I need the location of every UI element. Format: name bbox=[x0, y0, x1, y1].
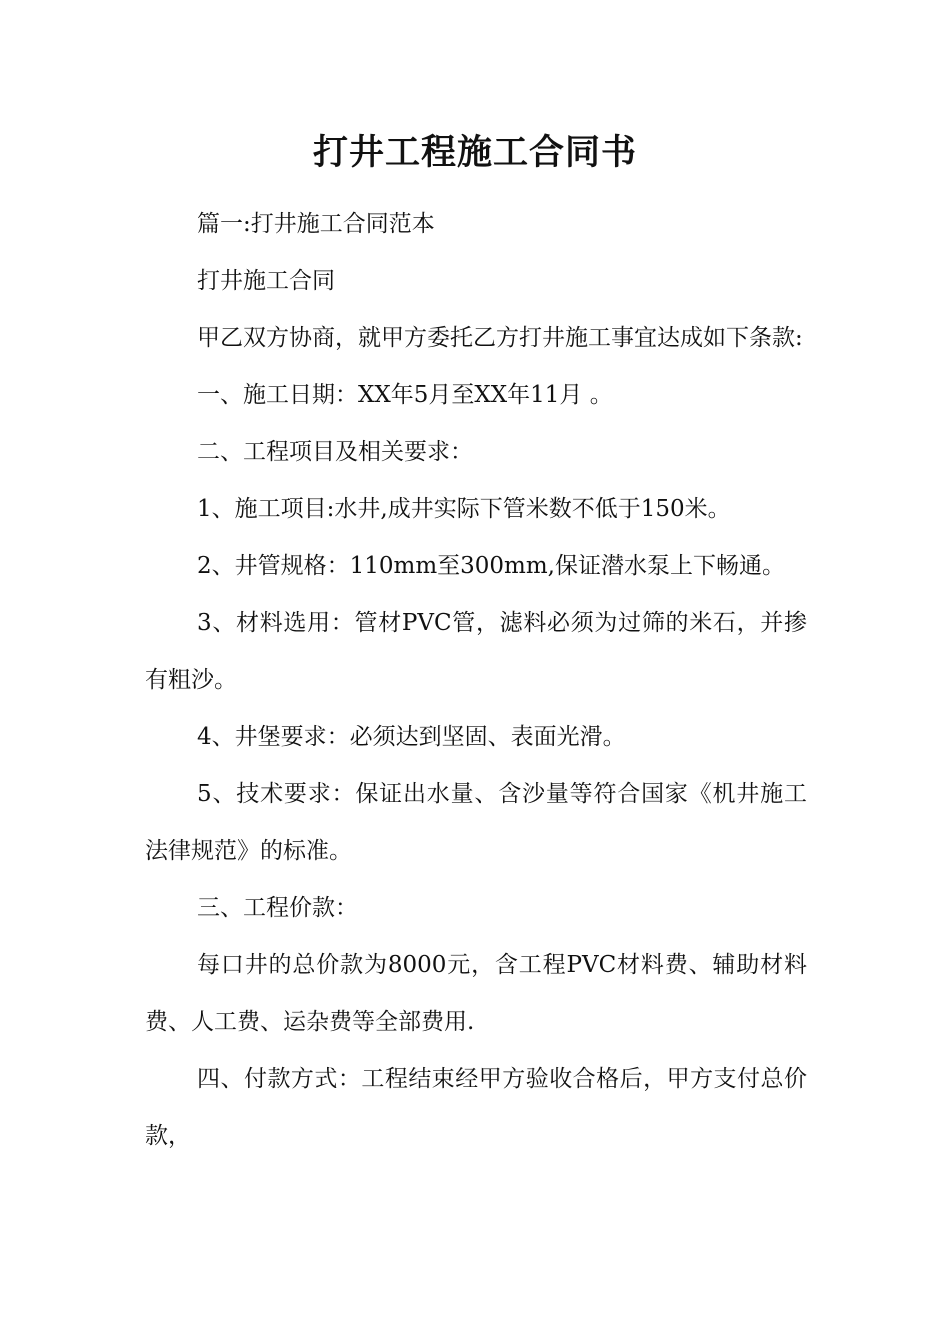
paragraph-preamble: 甲乙双方协商，就甲方委托乙方打井施工事宜达成如下条款: bbox=[197, 325, 803, 351]
paragraph-section-heading: 篇一:打井施工合同范本 bbox=[197, 211, 435, 237]
paragraph-project-requirements: 二、工程项目及相关要求： bbox=[197, 439, 473, 465]
paragraph-payment-method: 四、付款方式：工程结束经甲方验收合格后，甲方支付总价款， bbox=[145, 1066, 807, 1149]
paragraph-price-heading: 三、工程价款： bbox=[197, 895, 358, 921]
paragraph-price-detail: 每口井的总价款为8000元，含工程PVC材料费、辅助材料费、人工费、运杂费等全部费用. bbox=[145, 952, 807, 1035]
paragraph-item-4: 4、井堡要求：必须达到坚固、表面光滑。 bbox=[197, 724, 626, 750]
paragraph-construction-date: 一、施工日期：XX年5月至XX年11月 。 bbox=[197, 382, 613, 408]
document-title: 打井工程施工合同书 bbox=[312, 132, 637, 173]
paragraph-item-1: 1、施工项目:水井,成井实际下管米数不低于150米。 bbox=[197, 496, 731, 522]
paragraph-item-3: 3、材料选用：管材PVC管，滤料必须为过筛的米石，并掺有粗沙。 bbox=[145, 610, 807, 693]
document-body bbox=[145, 196, 807, 1165]
paragraph-contract-name: 打井施工合同 bbox=[197, 268, 335, 294]
paragraph-item-2: 2、井管规格：110mm至300mm,保证潜水泵上下畅通。 bbox=[197, 553, 785, 579]
paragraph-item-5: 5、技术要求：保证出水量、含沙量等符合国家《机井施工法律规范》的标准。 bbox=[145, 781, 807, 864]
